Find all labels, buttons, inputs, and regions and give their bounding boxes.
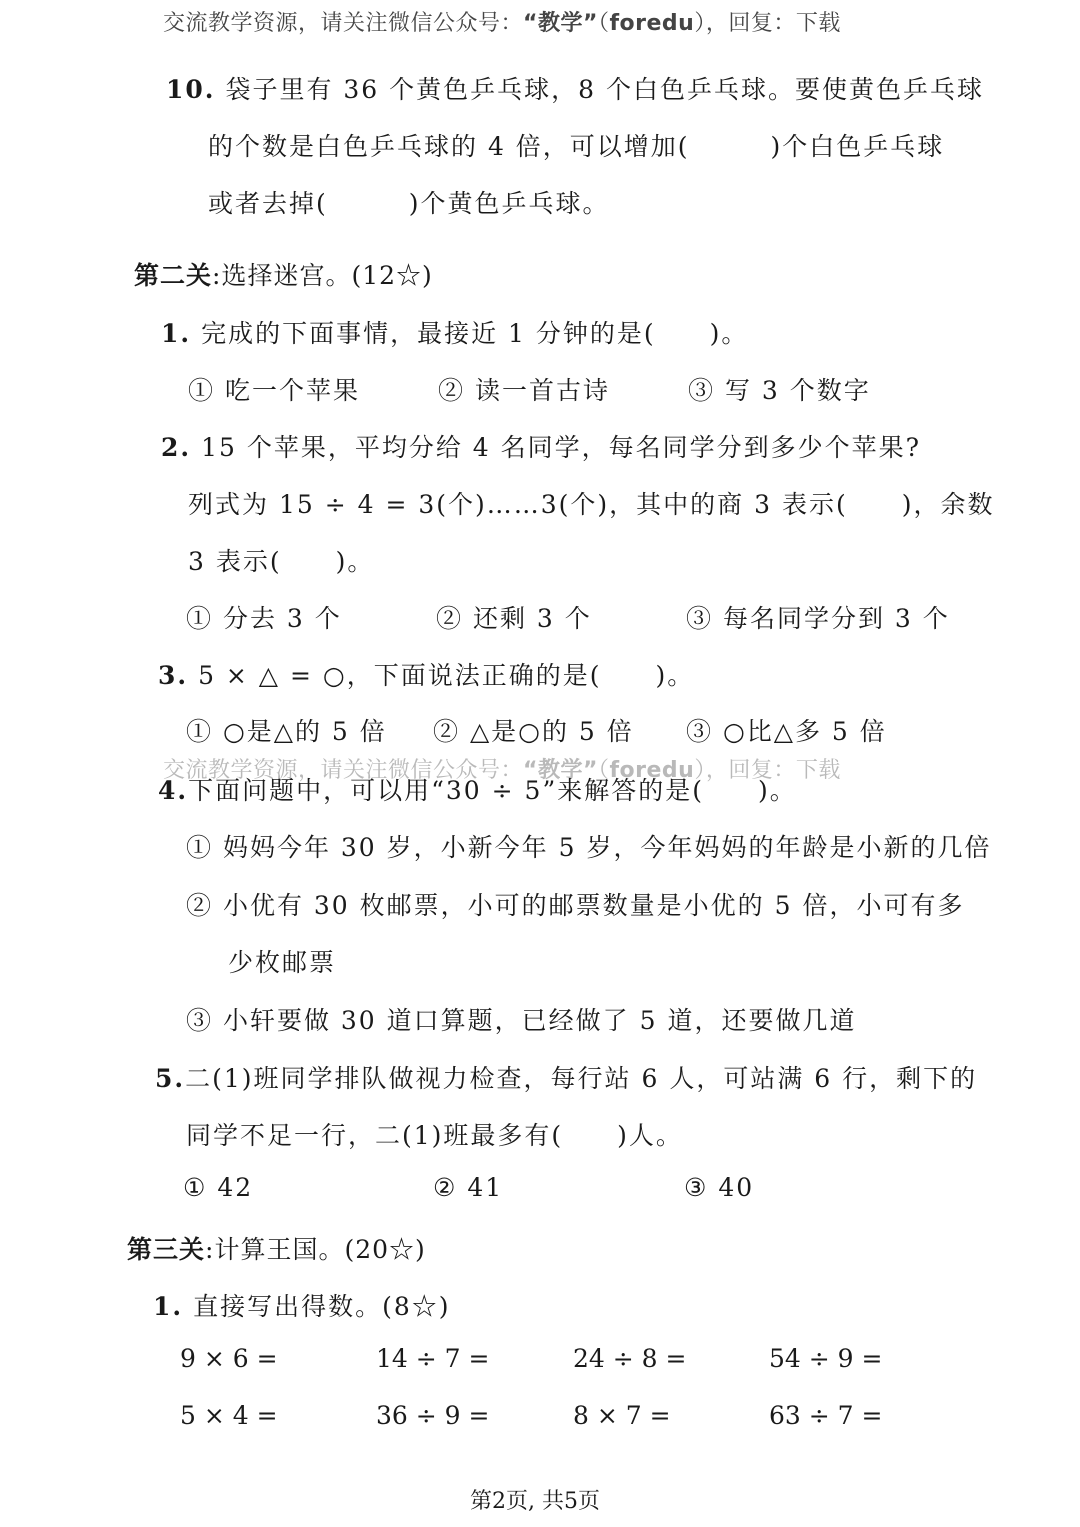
s2q3-question [158, 656, 694, 692]
calc-r1c2: 14 ÷ 7 = [376, 1344, 490, 1373]
q10-line2: 的个数是白色乒乓球的 4 倍，可以增加( )个白色乒乓球 [208, 132, 945, 161]
q10-number: 10. [166, 75, 216, 104]
s2q4-option-2: ② 小优有 30 枚邮票，小可的邮票数量是小优的 5 倍，小可有多 [186, 891, 965, 920]
s2q2-line2: 列式为 15 ÷ 4 = 3(个)……3(个)，其中的商 3 表示( )，余数 [188, 490, 995, 519]
s2q2-option-1: ① 分去 3 个 [186, 604, 342, 633]
watermark-mid-suffix: 回复：下载 [728, 758, 841, 783]
watermark-top [163, 6, 841, 37]
watermark-mid-paren-close: ）， [694, 758, 729, 783]
watermark-paren-close: ）， [694, 11, 729, 36]
s2q1-option-3: ③ 写 3 个数字 [688, 376, 871, 405]
s2q2-number: 2. [161, 433, 192, 462]
calc-r2c4: 63 ÷ 7 = [769, 1401, 883, 1430]
q10-line1 [166, 70, 984, 106]
s2q1-number: 1. [161, 319, 192, 348]
s2q2-question [161, 428, 921, 464]
s3q1-number: 1. [153, 1292, 184, 1321]
s2q2-text-1: 15 个苹果，平均分给 4 名同学，每名同学分到多少个苹果? [201, 433, 922, 462]
watermark-prefix: 交流教学资源，请关注微信公众号： [163, 11, 524, 36]
calc-r1c3: 24 ÷ 8 = [573, 1344, 687, 1373]
s2q5-option-2: ② 41 [433, 1173, 504, 1202]
s2q2-line3: 3 表示( )。 [188, 547, 375, 576]
s2q4-option-1: ① 妈妈今年 30 岁，小新今年 5 岁，今年妈妈的年龄是小新的几倍 [186, 833, 992, 862]
watermark-mid-paren-open: （ [597, 758, 610, 783]
watermark-mid-brand: “教学” [523, 758, 598, 783]
s2q4-option-2-cont: 少枚邮票 [228, 948, 337, 977]
calc-r2c1: 5 × 4 = [180, 1401, 278, 1430]
watermark-suffix: 回复：下载 [728, 11, 841, 36]
s2q3-option-3: ③ ○比△多 5 倍 [686, 717, 887, 746]
section2-subtitle: :选择迷宫。(12☆) [212, 261, 433, 290]
s2q2-option-3: ③ 每名同学分到 3 个 [686, 604, 950, 633]
s2q1-option-2: ② 读一首古诗 [438, 376, 610, 405]
section2-title: 第二关 [134, 261, 213, 290]
s2q5-number: 5. [155, 1064, 186, 1093]
s3q1-text: 直接写出得数。(8☆) [193, 1292, 451, 1321]
q10-line3: 或者去掉( )个黄色乒乓球。 [208, 189, 610, 218]
watermark-brand: “教学” [523, 11, 598, 36]
s2q5-option-3: ③ 40 [684, 1173, 755, 1202]
watermark-paren-open: （ [597, 11, 610, 36]
watermark-id: foredu [609, 11, 695, 36]
s2q4-question [158, 771, 797, 807]
s2q4-number: 4. [158, 776, 189, 805]
s2q2-option-2: ② 还剩 3 个 [436, 604, 592, 633]
calc-r1c4: 54 ÷ 9 = [769, 1344, 883, 1373]
q10-text-1: 袋子里有 36 个黄色乒乓球，8 个白色乒乓球。要使黄色乒乓球 [225, 75, 985, 104]
s2q3-text: 5 × △ = ○，下面说法正确的是( )。 [198, 661, 695, 690]
s2q3-number: 3. [158, 661, 189, 690]
page-number: 第2页, 共5页 [470, 1489, 600, 1514]
s2q1-text: 完成的下面事情，最接近 1 分钟的是( )。 [201, 319, 749, 348]
calc-r2c2: 36 ÷ 9 = [376, 1401, 490, 1430]
s2q4-text: 下面问题中，可以用“30 ÷ 5”来解答的是( )。 [188, 776, 797, 805]
section3-title: 第三关 [127, 1235, 206, 1264]
s2q1-question [161, 314, 748, 350]
s2q1-option-1: ① 吃一个苹果 [188, 376, 360, 405]
watermark-mid-prefix: 交流教学资源，请关注微信公众号： [163, 758, 524, 783]
s2q3-option-1: ① ○是△的 5 倍 [186, 717, 387, 746]
s2q5-text-1: 二(1)班同学排队做视力检查，每行站 6 人，可站满 6 行，剩下的 [185, 1064, 978, 1093]
calc-r2c3: 8 × 7 = [573, 1401, 671, 1430]
s2q5-question [155, 1059, 977, 1095]
calc-r1c1: 9 × 6 = [180, 1344, 278, 1373]
s2q5-line2: 同学不足一行，二(1)班最多有( )人。 [186, 1121, 683, 1150]
s2q3-option-2: ② △是○的 5 倍 [433, 717, 634, 746]
watermark-mid-id: foredu [609, 758, 695, 783]
section3-subtitle: :计算王国。(20☆) [205, 1235, 426, 1264]
s2q5-option-1: ① 42 [183, 1173, 254, 1202]
section2-heading [134, 256, 433, 292]
section3-heading [127, 1230, 426, 1266]
s3q1-question [153, 1287, 450, 1323]
s2q4-option-3: ③ 小轩要做 30 道口算题，已经做了 5 道，还要做几道 [186, 1006, 857, 1035]
